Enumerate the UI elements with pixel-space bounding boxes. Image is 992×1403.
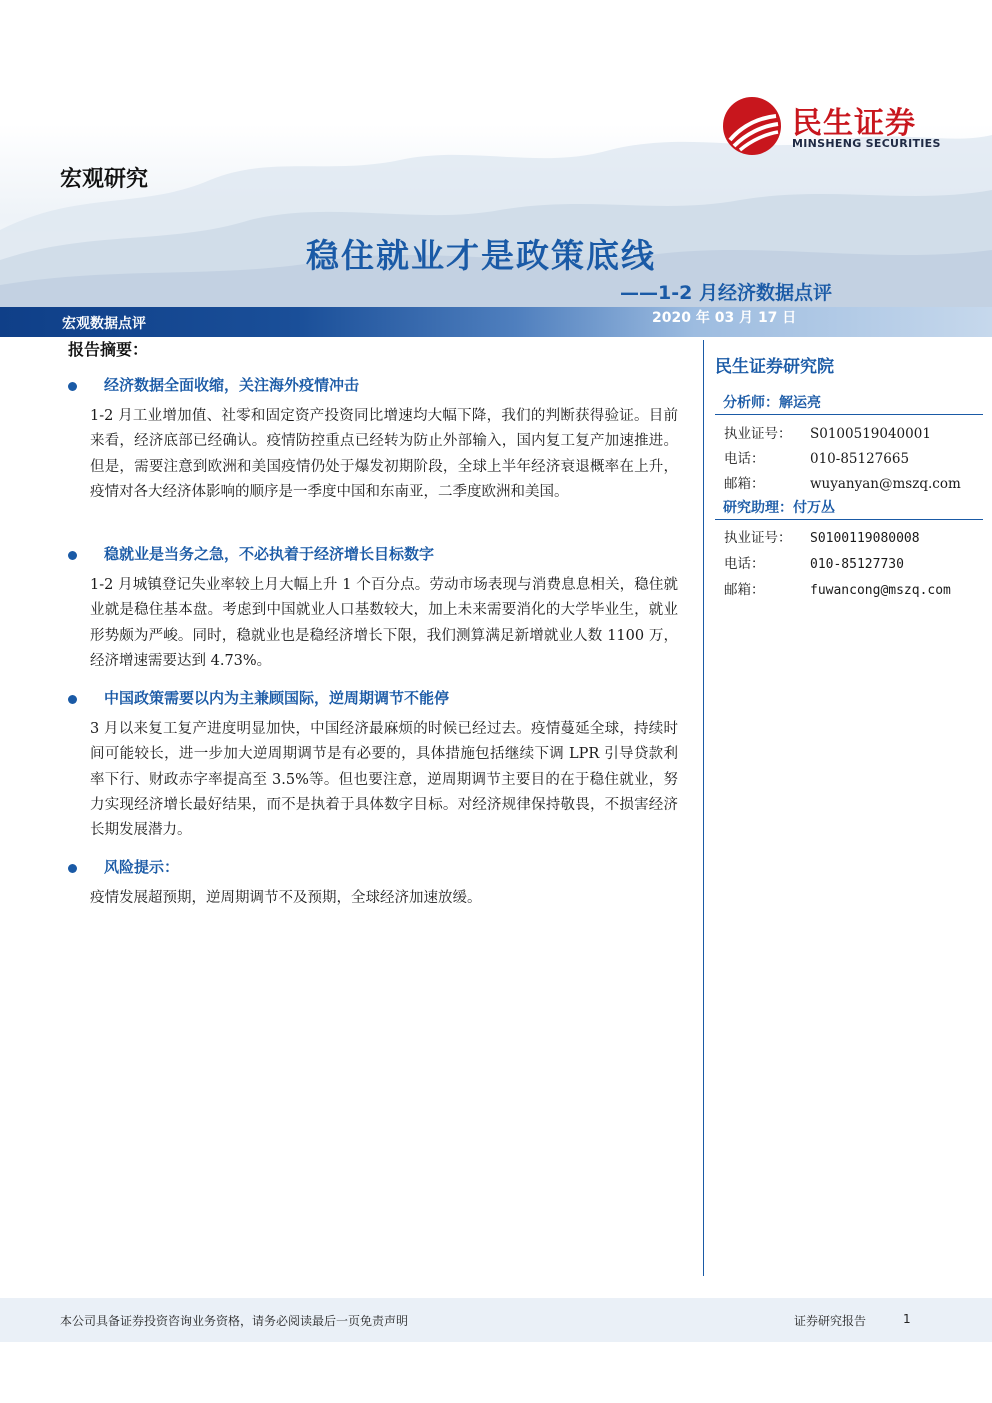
analyst-license: 执业证号： S0100519040001	[724, 426, 931, 442]
bullet-icon	[68, 382, 77, 391]
minsheng-logo-icon	[722, 96, 782, 156]
report-date: 2020 年 03 月 17 日	[652, 310, 797, 326]
bullet-icon	[68, 695, 77, 704]
column-divider	[703, 340, 704, 1276]
analyst-email-link[interactable]: wuyanyan@mszq.com	[810, 476, 961, 492]
section-body: 3 月以来复工复产进度明显加快，中国经济最麻烦的时候已经过去。疫情蔓延全球，持续时间可能较长，进一步加大逆周期调节是有必要的，具体措施包括继续下调 LPR 引导贷款利率下行、财政赤字率提高至 3.5%等。但也要注意，逆周期调节主要目的在于稳住就业，努力实现经济增长最好结果，而不是执着于具体数字目标。对经济规律保持敬畏，不损害经济长期发展潜力。	[90, 721, 678, 839]
assistant-email: 邮箱： fuwancong@mszq.com	[724, 582, 951, 598]
section-body: 1-2 月工业增加值、社零和固定资产投资同比增速均大幅下降，我们的判断获得验证。目前来看，经济底部已经确认。疫情防控重点已经转为防止外部输入，国内复工复产加速推进。但是，需要注意到欧洲和美国疫情仍处于爆发初期阶段，全球上半年经济衰退概率在上升，疫情对各大经济体影响的顺序是一季度中国和东南亚，二季度欧洲和美国。	[90, 408, 678, 500]
report-subtitle: ——1-2 月经济数据点评	[620, 282, 832, 304]
institute-name: 民生证券研究院	[715, 357, 834, 377]
assistant-header	[715, 495, 983, 520]
summary-heading: 报告摘要：	[68, 340, 149, 359]
page-number: 1	[903, 1312, 911, 1326]
bullet-icon	[68, 864, 77, 873]
summary-section	[68, 374, 688, 505]
report-category: 宏观研究	[60, 167, 149, 192]
summary-section	[68, 687, 688, 843]
section-heading: 中国政策需要以内为主兼顾国际，逆周期调节不能停	[104, 689, 450, 707]
summary-section	[68, 543, 688, 674]
analyst-phone: 电话： 010-85127665	[724, 451, 910, 467]
brand-name-cn: 民生证券	[792, 106, 916, 141]
page-footer	[0, 1298, 992, 1342]
analyst-name: 分析师：解运亮	[723, 395, 821, 411]
brand-logo	[722, 96, 952, 160]
header-bar	[0, 307, 992, 337]
section-heading: 风险提示：	[104, 858, 180, 876]
assistant-license: 执业证号： S0100119080008	[724, 530, 920, 546]
report-title: 稳住就业才是政策底线	[306, 236, 656, 275]
brand-name-en: MINSHENG SECURITIES	[792, 137, 941, 150]
analyst-header	[715, 390, 983, 415]
section-body: 1-2 月城镇登记失业率较上月大幅上升 1 个百分点。劳动市场表现与消费息息相关，稳住就业就是稳住基本盘。考虑到中国就业人口基数较大，加上未来需要消化的大学毕业生，就业形势颇为严峻。同时，稳就业也是稳经济增长下限，我们测算满足新增就业人数 1100 万，经济增速需要达到 4.73%。	[90, 577, 678, 669]
footer-disclaimer: 本公司具备证券投资咨询业务资格，请务必阅读最后一页免责声明	[60, 1314, 409, 1328]
analyst-email: 邮箱： wuyanyan@mszq.com	[724, 476, 961, 492]
assistant-name: 研究助理：付万丛	[723, 500, 835, 516]
assistant-email-link[interactable]: fuwancong@mszq.com	[810, 583, 951, 598]
section-heading: 稳就业是当务之急，不必执着于经济增长目标数字	[104, 545, 435, 563]
footer-doc-type: 证券研究报告	[794, 1314, 867, 1328]
section-body: 疫情发展超预期，逆周期调节不及预期，全球经济加速放缓。	[90, 890, 482, 906]
assistant-phone: 电话： 010-85127730	[724, 556, 904, 572]
summary-section	[68, 856, 688, 911]
report-type-label: 宏观数据点评	[62, 316, 146, 332]
section-heading: 经济数据全面收缩，关注海外疫情冲击	[104, 376, 360, 394]
bullet-icon	[68, 551, 77, 560]
